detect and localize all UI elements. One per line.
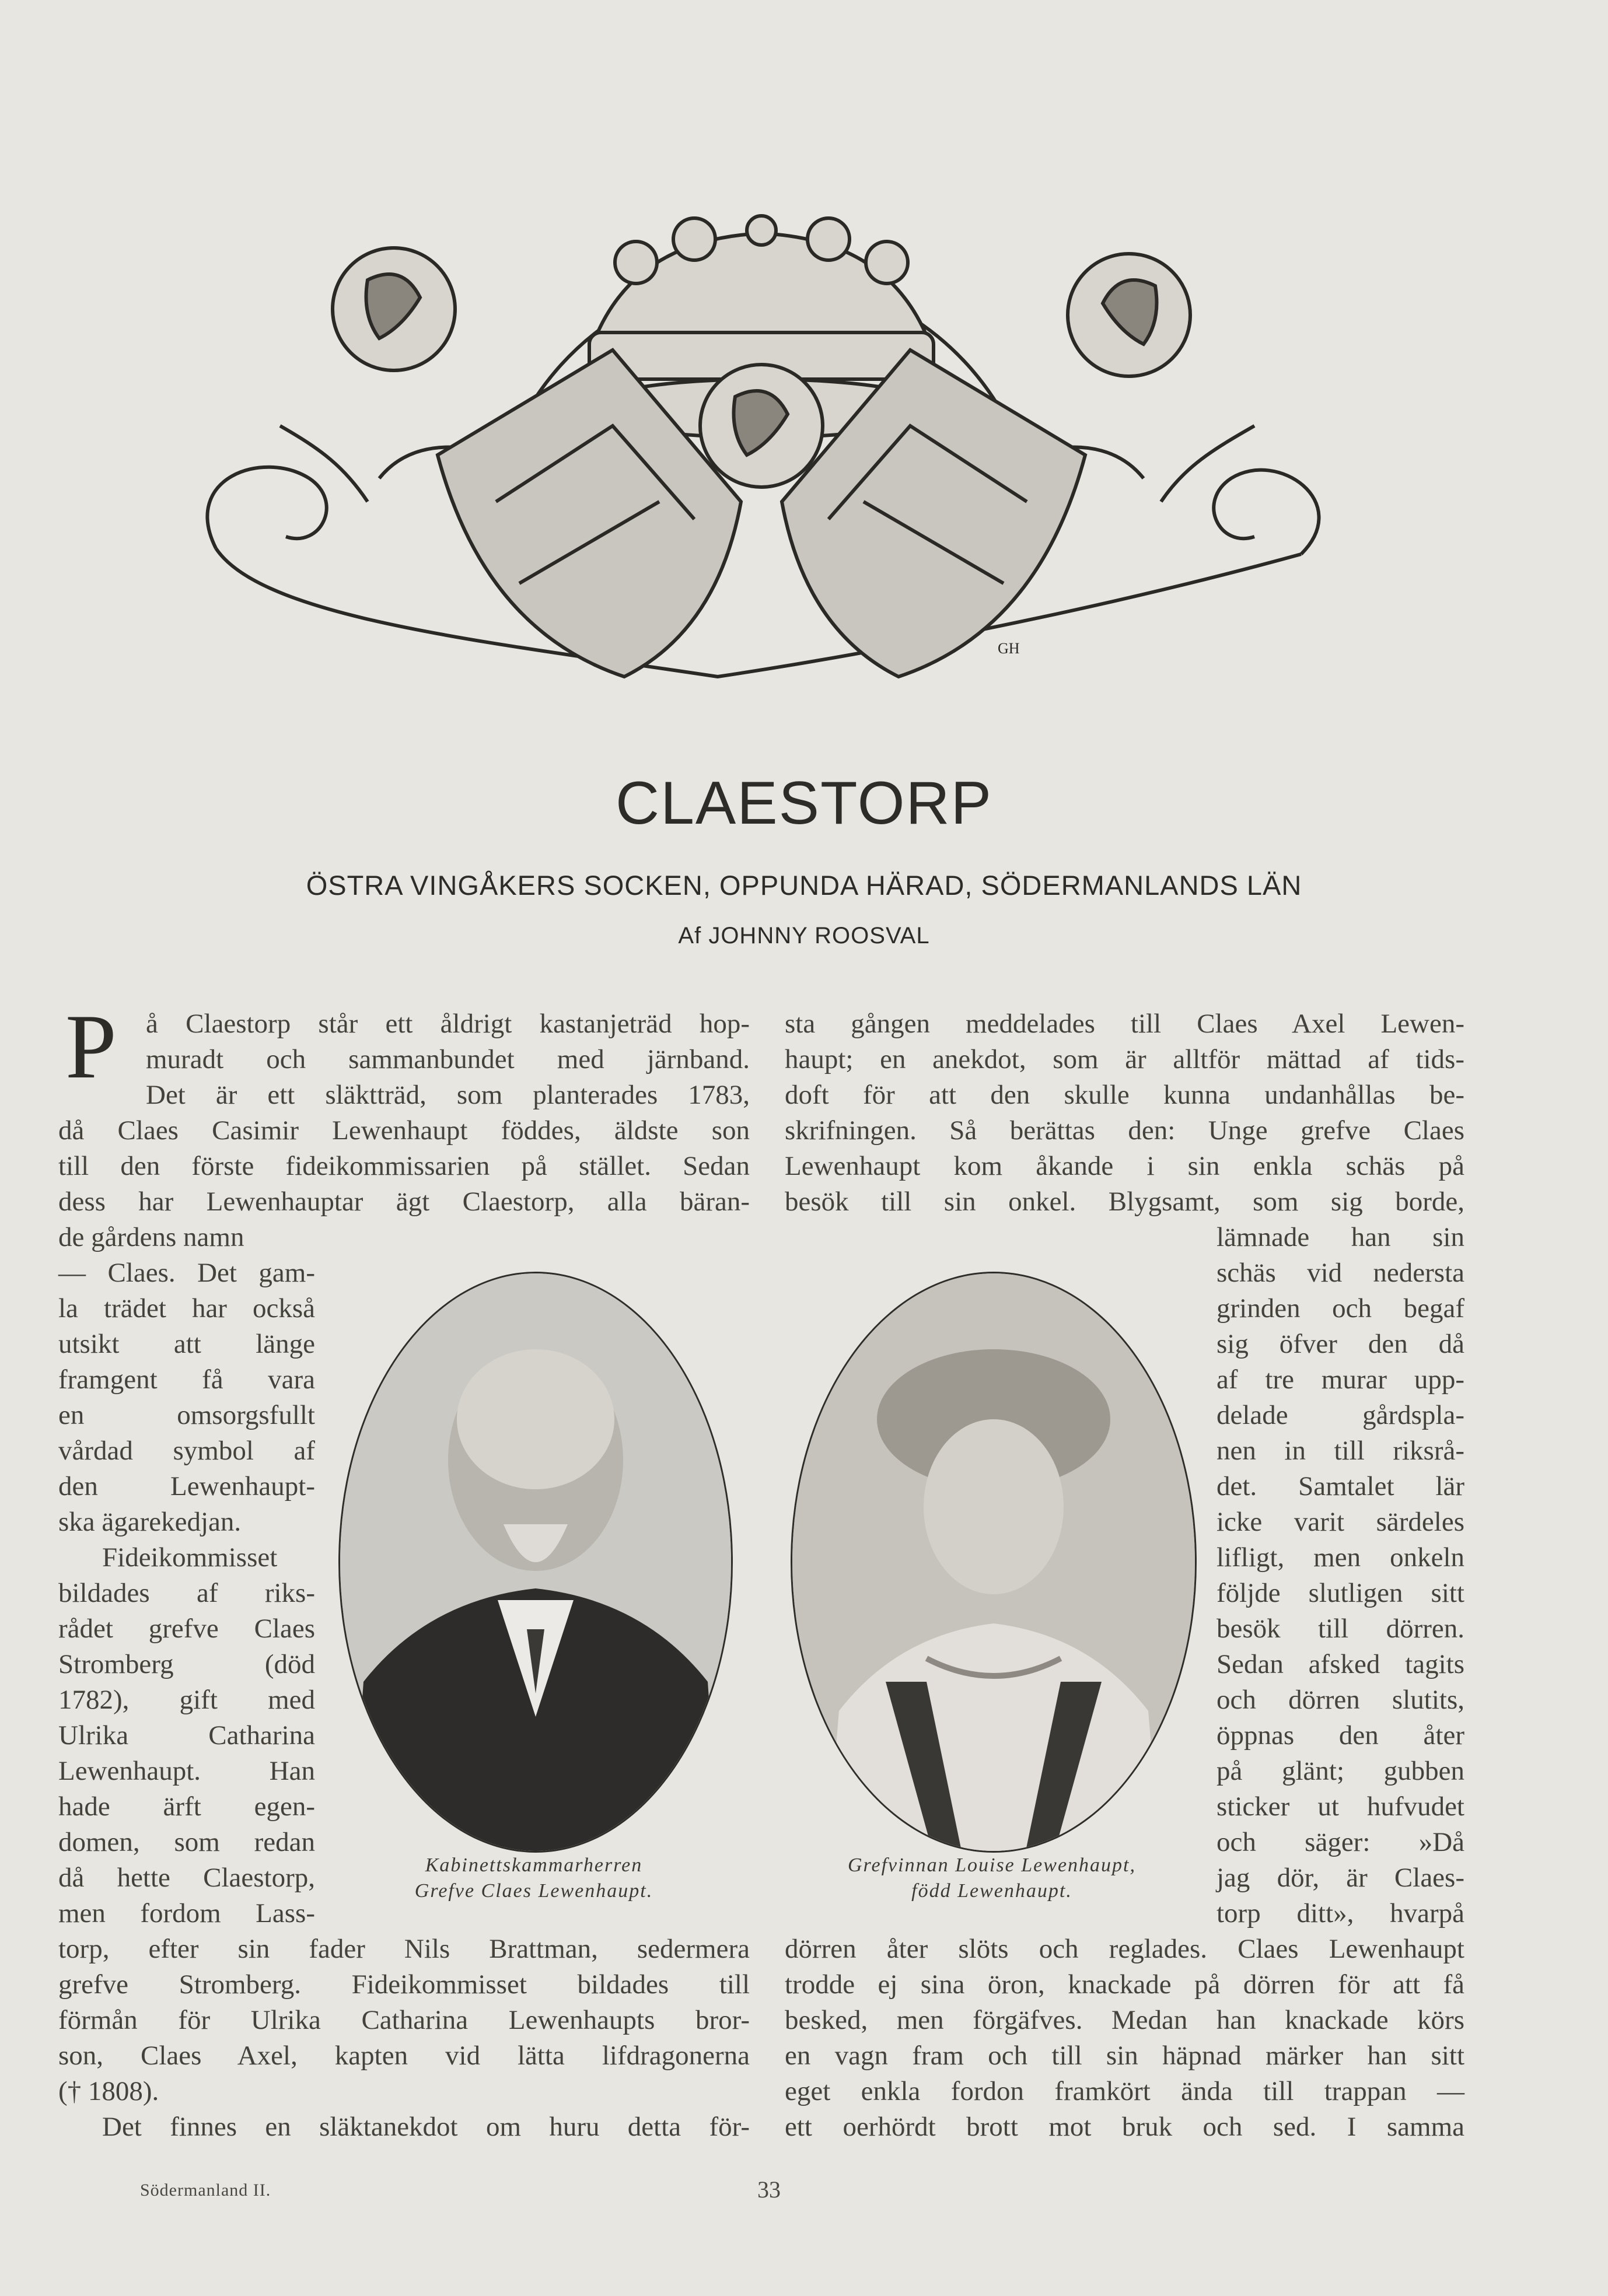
text-line: la trädet har också: [58, 1293, 315, 1324]
text-line: det. Samtalet lär: [1217, 1471, 1464, 1502]
text-line: af tre murar upp-: [1217, 1364, 1464, 1395]
text-line: 1782), gift med: [58, 1685, 315, 1715]
text-line: å Claestorp står ett åldrigt kastanjeträd hop-: [146, 1009, 750, 1039]
text-line: rådet grefve Claes: [58, 1614, 315, 1644]
text-line: ett oerhördt brott mot bruk och sed. I samma: [785, 2112, 1464, 2142]
text-line: — Claes. Det gam-: [58, 1258, 315, 1288]
text-line: bildades af riks-: [58, 1578, 315, 1608]
text-line: Fideikommisset: [102, 1542, 278, 1573]
text-line: och säger: »Då: [1217, 1827, 1464, 1857]
text-line: son, Claes Axel, kapten vid lätta lifdragonerna: [58, 2041, 750, 2071]
text-line: sig öfver den då: [1217, 1329, 1464, 1359]
text-line: de gårdens namn: [58, 1222, 244, 1252]
text-line: Sedan afsked tagits: [1217, 1649, 1464, 1679]
caption-line: Kabinettskammarherren: [425, 1854, 643, 1876]
author-byline: Af JOHNNY ROOSVAL: [678, 923, 930, 949]
text-line: den Lewenhaupt-: [58, 1471, 315, 1502]
page-number: 33: [757, 2176, 781, 2203]
portrait-caption: [338, 1853, 729, 1904]
portrait-louise-lewenhaupt: [791, 1272, 1197, 1853]
text-line: men fordom Lass-: [58, 1898, 315, 1929]
text-line: förmån för Ulrika Catharina Lewenhaupts bror-: [58, 2005, 750, 2035]
text-line: sta gången meddelades till Claes Axel Lewen-: [785, 1009, 1464, 1039]
text-line: skrifningen. Så berättas den: Unge grefve Claes: [785, 1115, 1464, 1146]
text-line: hade ärft egen-: [58, 1791, 315, 1822]
text-line: besök till dörren.: [1217, 1614, 1464, 1644]
text-line: torp, efter sin fader Nils Brattman, sedermera: [58, 1934, 750, 1964]
text-line: grefve Stromberg. Fideikommisset bildades till: [58, 1969, 750, 2000]
text-line: Lewenhaupt kom åkande i sin enkla schäs på: [785, 1151, 1464, 1181]
text-line: schäs vid nedersta: [1217, 1258, 1464, 1288]
text-line: på glänt; gubben: [1217, 1756, 1464, 1786]
text-line: doft för att den skulle kunna undanhållas be-: [785, 1080, 1464, 1110]
text-line: icke varit särdeles: [1217, 1507, 1464, 1537]
text-line: lifligt, men onkeln: [1217, 1542, 1464, 1573]
text-line: delade gårdspla-: [1217, 1400, 1464, 1430]
text-line: följde slutligen sitt: [1217, 1578, 1464, 1608]
text-line: trodde ej sina öron, knackade på dörren för att få: [785, 1969, 1464, 2000]
portrait-photo: [792, 1273, 1195, 1851]
text-line: framgent få vara: [58, 1364, 315, 1395]
text-line: en vagn fram och till sin häpnad märker han sitt: [785, 2041, 1464, 2071]
text-line: då hette Claestorp,: [58, 1863, 315, 1893]
caption-line: Grefvinnan Louise Lewenhaupt,: [848, 1854, 1136, 1876]
text-line: till den förste fideikommissarien på stället. Sedan: [58, 1151, 750, 1181]
crest-monogram: GH: [998, 640, 1020, 657]
text-line: eget enkla fordon framkört ända till trappan —: [785, 2076, 1464, 2106]
text-line: utsikt att länge: [58, 1329, 315, 1359]
text-line: dörren åter slöts och reglades. Claes Lewenhaupt: [785, 1934, 1464, 1964]
page-subtitle: ÖSTRA VINGÅKERS SOCKEN, OPPUNDA HÄRAD, SÖDERMANLANDS LÄN: [306, 870, 1302, 901]
text-line: dess har Lewenhauptar ägt Claestorp, alla bäran-: [58, 1186, 750, 1217]
text-line: ska ägarekedjan.: [58, 1507, 242, 1537]
text-line: besked, men förgäfves. Medan han knackade körs: [785, 2005, 1464, 2035]
caption-line: Grefve Claes Lewenhaupt.: [414, 1880, 653, 1902]
text-line: († 1808).: [58, 2076, 159, 2106]
text-line: lämnade han sin: [1217, 1222, 1464, 1252]
text-line: öppnas den åter: [1217, 1720, 1464, 1751]
text-line: Ulrika Catharina: [58, 1720, 315, 1751]
text-line: Det är ett släktträd, som planterades 1783,: [146, 1080, 750, 1110]
text-line: jag dör, är Claes-: [1217, 1863, 1464, 1893]
coat-of-arms-illustration: [193, 175, 1330, 700]
text-line: vårdad symbol af: [58, 1436, 315, 1466]
text-line: Stromberg (död: [58, 1649, 315, 1679]
text-line: muradt och sammanbundet med järnband.: [146, 1044, 750, 1074]
text-line: nen in till riksrå-: [1217, 1436, 1464, 1466]
drop-cap: P: [65, 996, 117, 1098]
text-line: och dörren slutits,: [1217, 1685, 1464, 1715]
text-line: en omsorgsfullt: [58, 1400, 315, 1430]
text-line: haupt; en anekdot, som är alltför mättad af tids-: [785, 1044, 1464, 1074]
text-line: Lewenhaupt. Han: [58, 1756, 315, 1786]
text-line: torp ditt», hvarpå: [1217, 1898, 1464, 1929]
text-line: då Claes Casimir Lewenhaupt föddes, äldste son: [58, 1115, 750, 1146]
text-line: Det finnes en släktanekdot om huru detta för-: [102, 2112, 750, 2142]
footer-source: Södermanland II.: [140, 2180, 271, 2200]
portrait-claes-lewenhaupt: [338, 1272, 733, 1853]
text-line: grinden och begaf: [1217, 1293, 1464, 1324]
text-line: sticker ut hufvudet: [1217, 1791, 1464, 1822]
text-line: besök till sin onkel. Blygsamt, som sig borde,: [785, 1186, 1464, 1217]
portrait-photo: [340, 1273, 731, 1851]
caption-line: född Lewenhaupt.: [911, 1880, 1072, 1902]
page-title: CLAESTORP: [615, 769, 993, 837]
text-line: domen, som redan: [58, 1827, 315, 1857]
portrait-caption: [791, 1853, 1193, 1904]
